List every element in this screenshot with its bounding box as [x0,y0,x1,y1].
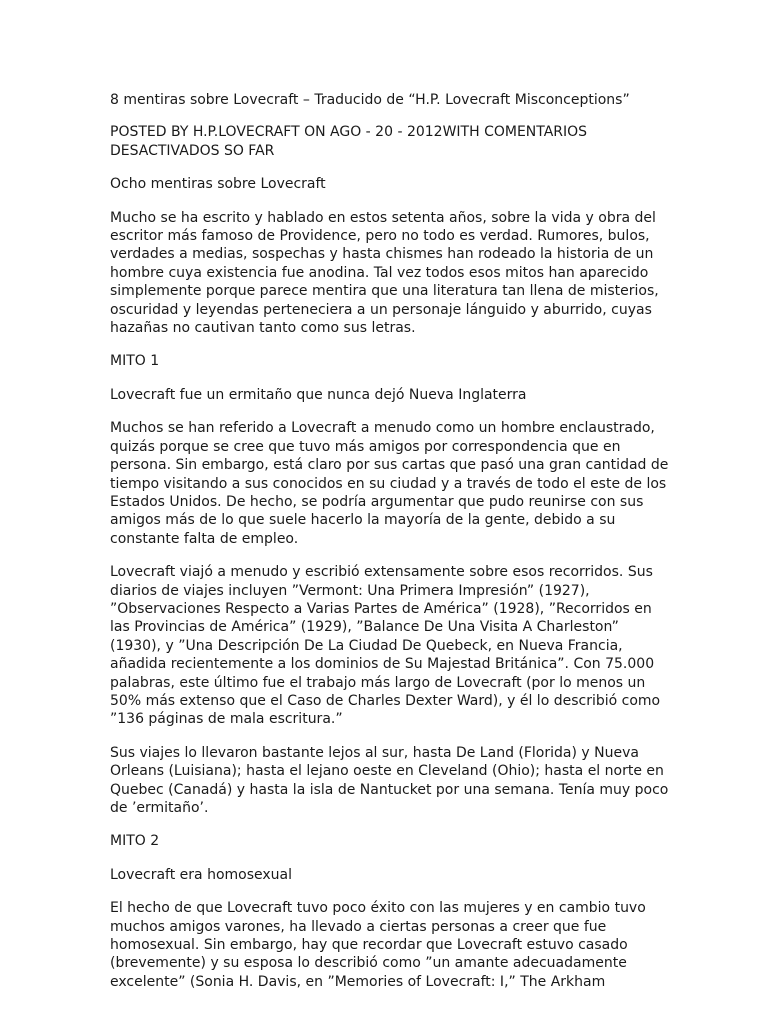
myth-1-paragraph-2: Lovecraft viajó a menudo y escribió extensamente sobre esos recorridos. Sus diarios de viajes incluyen ”Vermont: Una Primera Impresión” (1927), ”Observaciones Respecto a Varias Partes de América” (1928), ”Recorridos en las Provincias de América” (1929), ”Balance De Una Visita A Charleston” (1930), y ”Una Descripción De La Ciudad De Quebeck, en Nueva Francia, añadida recientemente a los dominios de Su Majestad Británica”. Con 75.000 palabras, este último fue el trabajo más largo de Lovecraft (por lo menos un 50% más extenso que el Caso de Charles Dexter Ward), y él lo describió como ”136 páginas de mala escritura.” [110,564,661,728]
myth-1-paragraph-3: Sus viajes lo llevaron bastante lejos al sur, hasta De Land (Florida) y Nueva Orleans (Luisiana); hasta el lejano oeste en Cleveland (Ohio); hasta el norte en Quebec (Canadá) y hasta la isla de Nantucket por una semana. Tenía muy poco de ’ermitaño’. [110,744,669,816]
myth-1-paragraph-1: Muchos se han referido a Lovecraft a menudo como un hombre enclaustrado, quizás porque se cree que tuvo más amigos por correspondencia que en persona. Sin embargo, está claro por sus cartas que pasó una gran cantidad de tiempo visitando a sus conocidos en su ciudad y a través de todo el este de los Estados Unidos. De hecho, se podría argumentar que pudo reunirse con sus amigos más de lo que suele hacerlo la mayoría de la gente, debido a su constante falta de empleo. [110,420,669,547]
intro-paragraph: Mucho se ha escrito y hablado en estos setenta años, sobre la vida y obra del escritor más famoso de Providence, pero no todo es verdad. Rumores, bulos, verdades a medias, sospechas y hasta chismes han rodeado la historia de un hombre cuya existencia fue anodina. Tal vez todos esos mitos han aparecido simplemente porque parece mentira que una literatura tan llena de misterios, oscuridad y leyendas perteneciera a un personaje lánguido y aburrido, cuyas hazañas no cautivan tanto como sus letras. [110,209,659,337]
post-byline: POSTED BY H.P.LOVECRAFT ON AGO - 20 - 2012WITH COMENTARIOS DESACTIVADOS SO FAR [110,124,588,159]
document-body [110,91,670,1006]
article-heading: Ocho mentiras sobre Lovecraft [110,176,326,193]
myth-2-title: Lovecraft era homosexual [110,866,292,883]
myth-2-label: MITO 2 [110,833,160,850]
myth-1-title: Lovecraft fue un ermitaño que nunca dejó Nueva Inglaterra [110,386,527,403]
article-title: 8 mentiras sobre Lovecraft – Traducido de “H.P. Lovecraft Misconceptions” [110,92,630,108]
myth-1-label: MITO 1 [110,353,160,370]
myth-2-paragraph-1: El hecho de que Lovecraft tuvo poco éxito con las mujeres y en cambio tuvo muchos amigos varones, ha llevado a ciertas personas a creer que fue homosexual. Sin embargo, hay que recordar que Lovecraft estuvo casado (brevemente) y su esposa lo describió como ”un amante adecuadamente excelente” (Sonia H. Davis, en ”Memories of Lovecraft: I,” The Arkham [110,900,646,990]
